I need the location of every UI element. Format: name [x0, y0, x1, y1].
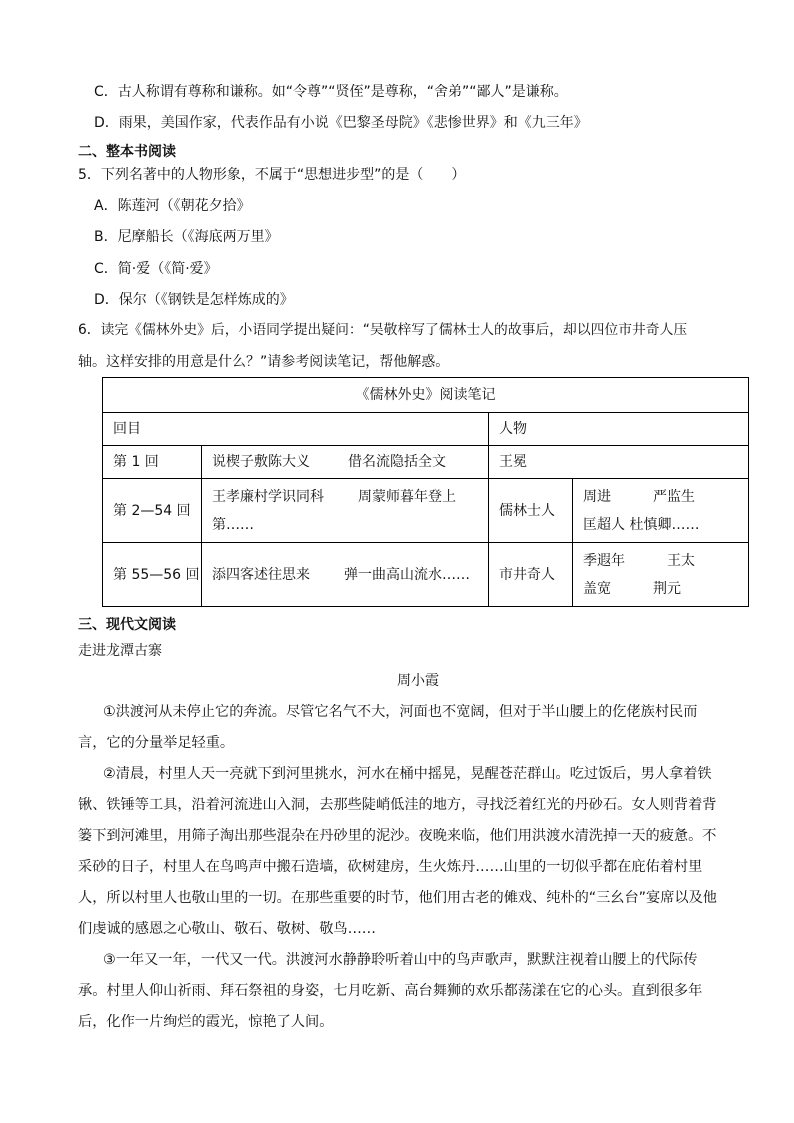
table-title: 《儒林外史》阅读笔记: [103, 378, 749, 413]
chapter-range: 第 2—54 回: [103, 479, 202, 543]
article-author: 周小霞: [397, 673, 439, 689]
people-names-line-2: 匡超人 杜慎卿……: [583, 516, 700, 533]
paragraph-1-line-2: 言，它的分量举足轻重。: [78, 735, 235, 751]
people-group: 市井奇人: [489, 543, 573, 607]
q5-option-b: B．尼摩船长（《海底两万里》: [94, 229, 279, 245]
people-names-line-1: 周进 严监生: [583, 488, 695, 505]
chapter-title-part-1: 添四客述往思来: [212, 566, 310, 583]
q5-option-c: C．简·爱（《简·爱》: [94, 261, 218, 277]
paragraph-2-line-5: 人，所以村里人也敬山里的一切。在那些重要的时节，他们用古老的傩戏、纯朴的“三幺台”宴席以及他: [78, 890, 717, 906]
table-title-row: [103, 378, 749, 413]
chapter-range: 第 1 回: [103, 446, 202, 479]
chapter-title-part-2: 周蒙师暮年登上第……: [212, 488, 456, 533]
chapter-title-part-2: 借名流隐括全文: [348, 454, 446, 470]
chapter-title: [202, 479, 489, 543]
chapter-title: [202, 543, 489, 607]
section-2-heading: 二、整本书阅读: [78, 144, 176, 160]
question-6-stem-line-2: 轴。这样安排的用意是什么？”请参考阅读笔记，帮他解惑。: [78, 354, 450, 370]
people-names: [573, 543, 749, 607]
section-3-heading: 三、现代文阅读: [78, 617, 176, 633]
paragraph-3-line-3: 后，化作一片绚烂的霞光，惊艳了人间。: [78, 1014, 334, 1030]
chapter-title-part-2: 弹一曲高山流水……: [344, 566, 470, 583]
table-row: [103, 543, 749, 607]
question-6-stem-line-1: 6．读完《儒林外史》后，小语同学提出疑问：“吴敬梓写了儒林士人的故事后，却以四位市井奇人压: [78, 322, 688, 338]
chapter-title-part-1: 说楔子敷陈大义: [212, 454, 310, 470]
q5-option-a: A．陈莲河（《朝花夕拾》: [94, 198, 251, 214]
people-names-line-1: 季遐年 王太: [583, 552, 695, 569]
paragraph-1-line-1: ①洪渡河从未停止它的奔流。尽管它名气不大，河面也不宽阔，但对于半山腰上的仡佬族村民而: [103, 704, 698, 720]
paragraph-2-line-4: 采砂的日子，村里人在鸟鸣声中搬石造墙，砍树建房，生火炼丹……山里的一切似乎都在庇佑着村里: [78, 859, 703, 875]
header-chapters: 回目: [103, 413, 489, 446]
table-row: [103, 479, 749, 543]
chapter-title: [202, 446, 489, 479]
table-row: [103, 446, 749, 479]
option-c-line: C．古人称谓有尊称和谦称。如“令尊”“贤侄”是尊称，“舍弟”“鄙人”是谦称。: [94, 84, 568, 100]
people-names-line-2: 盖宽 荆元: [583, 580, 681, 597]
paragraph-3-line-1: ③一年又一年，一代又一代。洪渡河水静静聆听着山中的鸟声歌声，默默注视着山腰上的代际传: [103, 952, 698, 968]
option-d-line: D．雨果，美国作家，代表作品有小说《巴黎圣母院》《悲惨世界》和《九三年》: [94, 115, 588, 131]
table-header-row: [103, 413, 749, 446]
paragraph-2-line-1: ②清晨，村里人天一亮就下到河里挑水，河水在桶中摇晃，晃醒苍茫群山。吃过饭后，男人拿着铁: [103, 766, 712, 782]
article-title: 走进龙潭古寨: [78, 643, 162, 659]
question-5-stem: 5．下列名著中的人物形象，不属于“思想进步型”的是（ ）: [78, 167, 466, 183]
people-cell: 王冕: [489, 446, 749, 479]
people-names: [573, 479, 749, 543]
paragraph-2-line-2: 锹、铁锤等工具，沿着河流进山入洞，去那些陡峭低洼的地方，寻找泛着红光的丹砂石。女人则背着背: [78, 797, 717, 813]
people-group: 儒林士人: [489, 479, 573, 543]
header-people: 人物: [489, 413, 749, 446]
paragraph-3-line-2: 承。村里人仰山祈雨、拜石祭祖的身姿，七月吃新、高台舞狮的欢乐都荡漾在它的心头。直到很多年: [78, 983, 703, 999]
chapter-title-part-1: 王孝廉村学识同科: [212, 488, 324, 505]
q5-option-d: D．保尔（《钢铁是怎样炼成的》: [94, 292, 294, 308]
chapter-range: 第 55—56 回: [103, 543, 202, 607]
paragraph-2-line-3: 篓下到河滩里，用筛子淘出那些混杂在丹砂里的泥沙。夜晚来临，他们用洪渡水清洗掉一天的疲惫。不: [78, 828, 717, 844]
paragraph-2-line-6: 们虔诚的感恩之心敬山、敬石、敬树、敬鸟……: [78, 921, 376, 937]
reading-notes-table: [102, 377, 749, 607]
